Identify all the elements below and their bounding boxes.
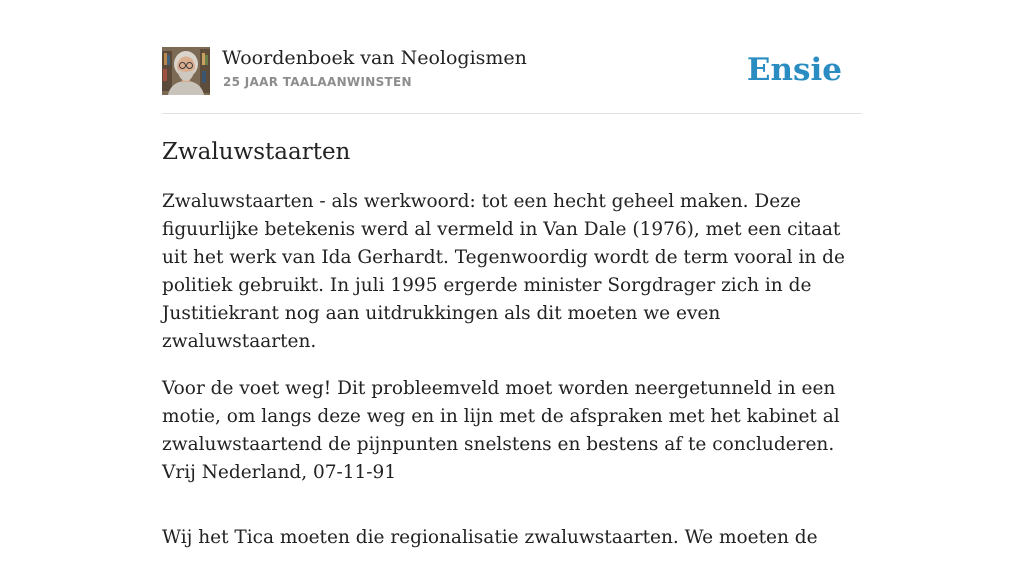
entry-paragraph-definition: Zwaluwstaarten - als werkwoord: tot een hecht geheel maken. Deze figuurlijke betekenis werd al vermeld in Van Dale (1976), met een citaat uit het werk van Ida Gerhardt. Tegenwoordig wordt de term vooral in de politiek gebruikt. In juli 1995 ergerde minister Sorgdrager zich in de Justitiekrant nog aan uitdrukkingen als dit moeten we even zwaluwstaarten. [162, 191, 845, 352]
brand-logo[interactable]: Ensie [746, 52, 842, 88]
entry-paragraph-quote: Voor de voet weg! Dit probleemveld moet worden neergetunneld in een motie, om langs deze weg en in lijn met de afspraken met het kabinet al zwaluwstaartend de pijnpunten snelstens en bestens af te concluderen. Vrij Nederland, 07-11-91 [162, 378, 840, 483]
avatar[interactable] [162, 47, 210, 95]
source-title[interactable]: Woordenboek van Neologismen [222, 47, 527, 69]
avatar-portrait-icon [162, 47, 210, 95]
header-divider [162, 113, 862, 114]
entry-title: Zwaluwstaarten [162, 139, 351, 165]
header [162, 46, 862, 96]
entry-content [162, 136, 866, 571]
source-subtitle: 25 JAAR TAALAANWINSTEN [223, 75, 412, 89]
entry-paragraph-quote-2: Wij het Tica moeten die regionalisatie zwaluwstaarten. We moeten de [162, 527, 818, 548]
